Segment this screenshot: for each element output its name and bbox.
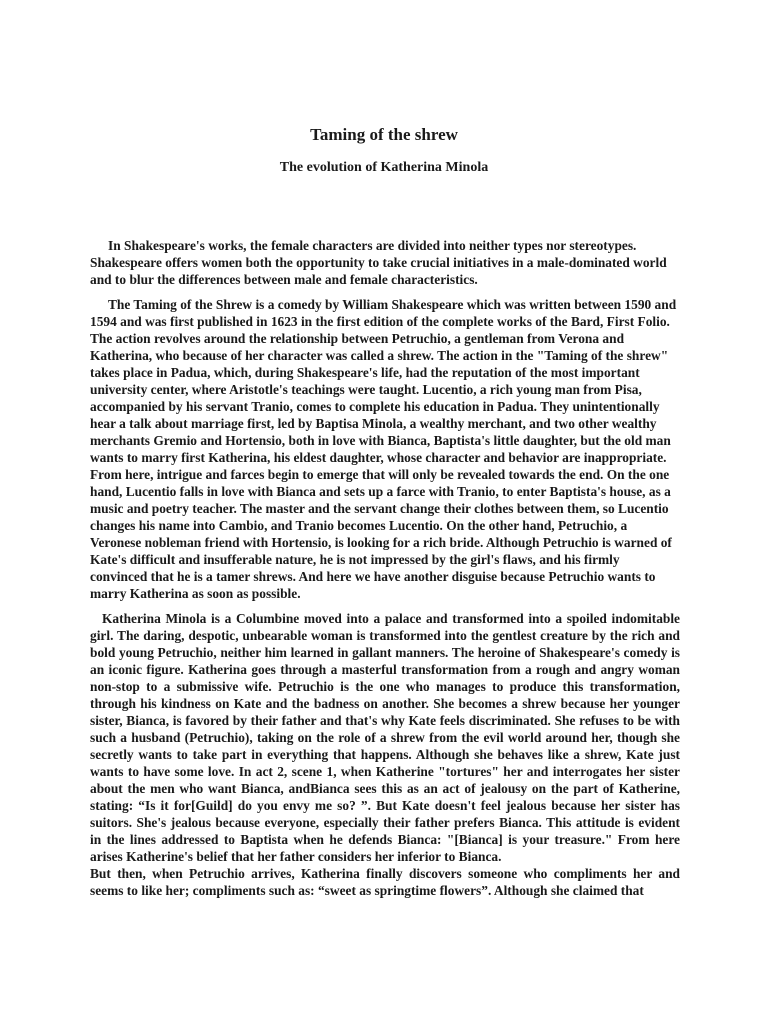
paragraph-petruchio: But then, when Petruchio arrives, Katherina finally discovers someone who compliments her and seems to like her; compliments such as: “sweet as springtime flowers”. Although she claimed that [90, 866, 680, 898]
paragraph-katherina: Katherina Minola is a Columbine moved into a palace and transformed into a spoiled indomitable girl. The daring, despotic, unbearable woman is transformed into the gentlest creature by the rich and bold young Petruchio, neither him learned in gallant manners. The heroine of Shakespeare's comedy is an iconic figure. Katherina goes through a masterful transformation from a rough and angry woman non-stop to a submissive wife. Petruchio is the one who manages to produce this transformation, through his kindness on Kate and the badness on another. She becomes a shrew because her younger sister, Bianca, is favored by their father and that's why Kate feels discriminated. She refuses to be with such a husband (Petruchio), taking on the role of a shrew from the evil world around her, though she secretly wants to take part in everything that happens. Although she behaves like a shrew, Kate just wants to have some love. In act 2, scene 1, when Katherine "tortures" her and interrogates her sister about the men who want Bianca, andBianca sees this as an act of jealousy on the part of Katherine, stating: “Is it for[Guild] do you envy me so? ”. But Kate doesn't feel jealous because her sister has suitors. She's jealous because everyone, especially their father prefers Bianca. This attitude is evident in the lines addressed to Baptista when he defends Bianca: "[Bianca] is your treasure." From here arises Katherine's belief that her father considers her inferior to Bianca. [90, 611, 680, 864]
document-body [90, 237, 680, 907]
paragraph-plot: The Taming of the Shrew is a comedy by William Shakespeare which was written between 1590 and 1594 and was first published in 1623 in the first edition of the complete works of the Bard, First Folio. The action revolves around the relationship between Petruchio, a gentleman from Verona and Katherina, who because of her character was called a shrew. The action in the "Taming of the shrew" takes place in Padua, which, during Shakespeare's life, had the reputation of the most important university center, where Aristotle's teachings were taught. Lucentio, a rich young man from Pisa, accompanied by his servant Tranio, comes to complete his education in Padua. They unintentionally hear a talk about marriage first, led by Baptisa Minola, a wealthy merchant, and two other wealthy merchants Gremio and Hortensio, both in love with Bianca, Baptista's little daughter, but the old man wants to marry first Katherina, his eldest daughter, whose character and behavior are inappropriate. From here, intrigue and farces begin to emerge that will only be revealed towards the end. On the one hand, Lucentio falls in love with Bianca and sets up a farce with Tranio, to enter Baptista's house, as a music and poetry teacher. The master and the servant change their clothes between them, so Lucentio changes his name into Cambio, and Tranio becomes Lucentio. On the other hand, Petruchio, a Veronese nobleman friend with Hortensio, is looking for a rich bride. Although Petruchio is warned of Kate's difficult and insufferable nature, he is not impressed by the girl's flaws, and his firmly convinced that he is a tamer shrews. And here we have another disguise because Petruchio wants to marry Katherina as soon as possible. [90, 297, 677, 601]
document-title: Taming of the shrew [310, 125, 458, 144]
document-subtitle: The evolution of Katherina Minola [279, 160, 489, 175]
paragraph-intro: In Shakespeare's works, the female characters are divided into neither types nor stereotypes. Shakespeare offers women both the opportunity to take crucial initiatives in a male-dominated world and to blur the differences between male and female characteristics. [90, 238, 667, 287]
